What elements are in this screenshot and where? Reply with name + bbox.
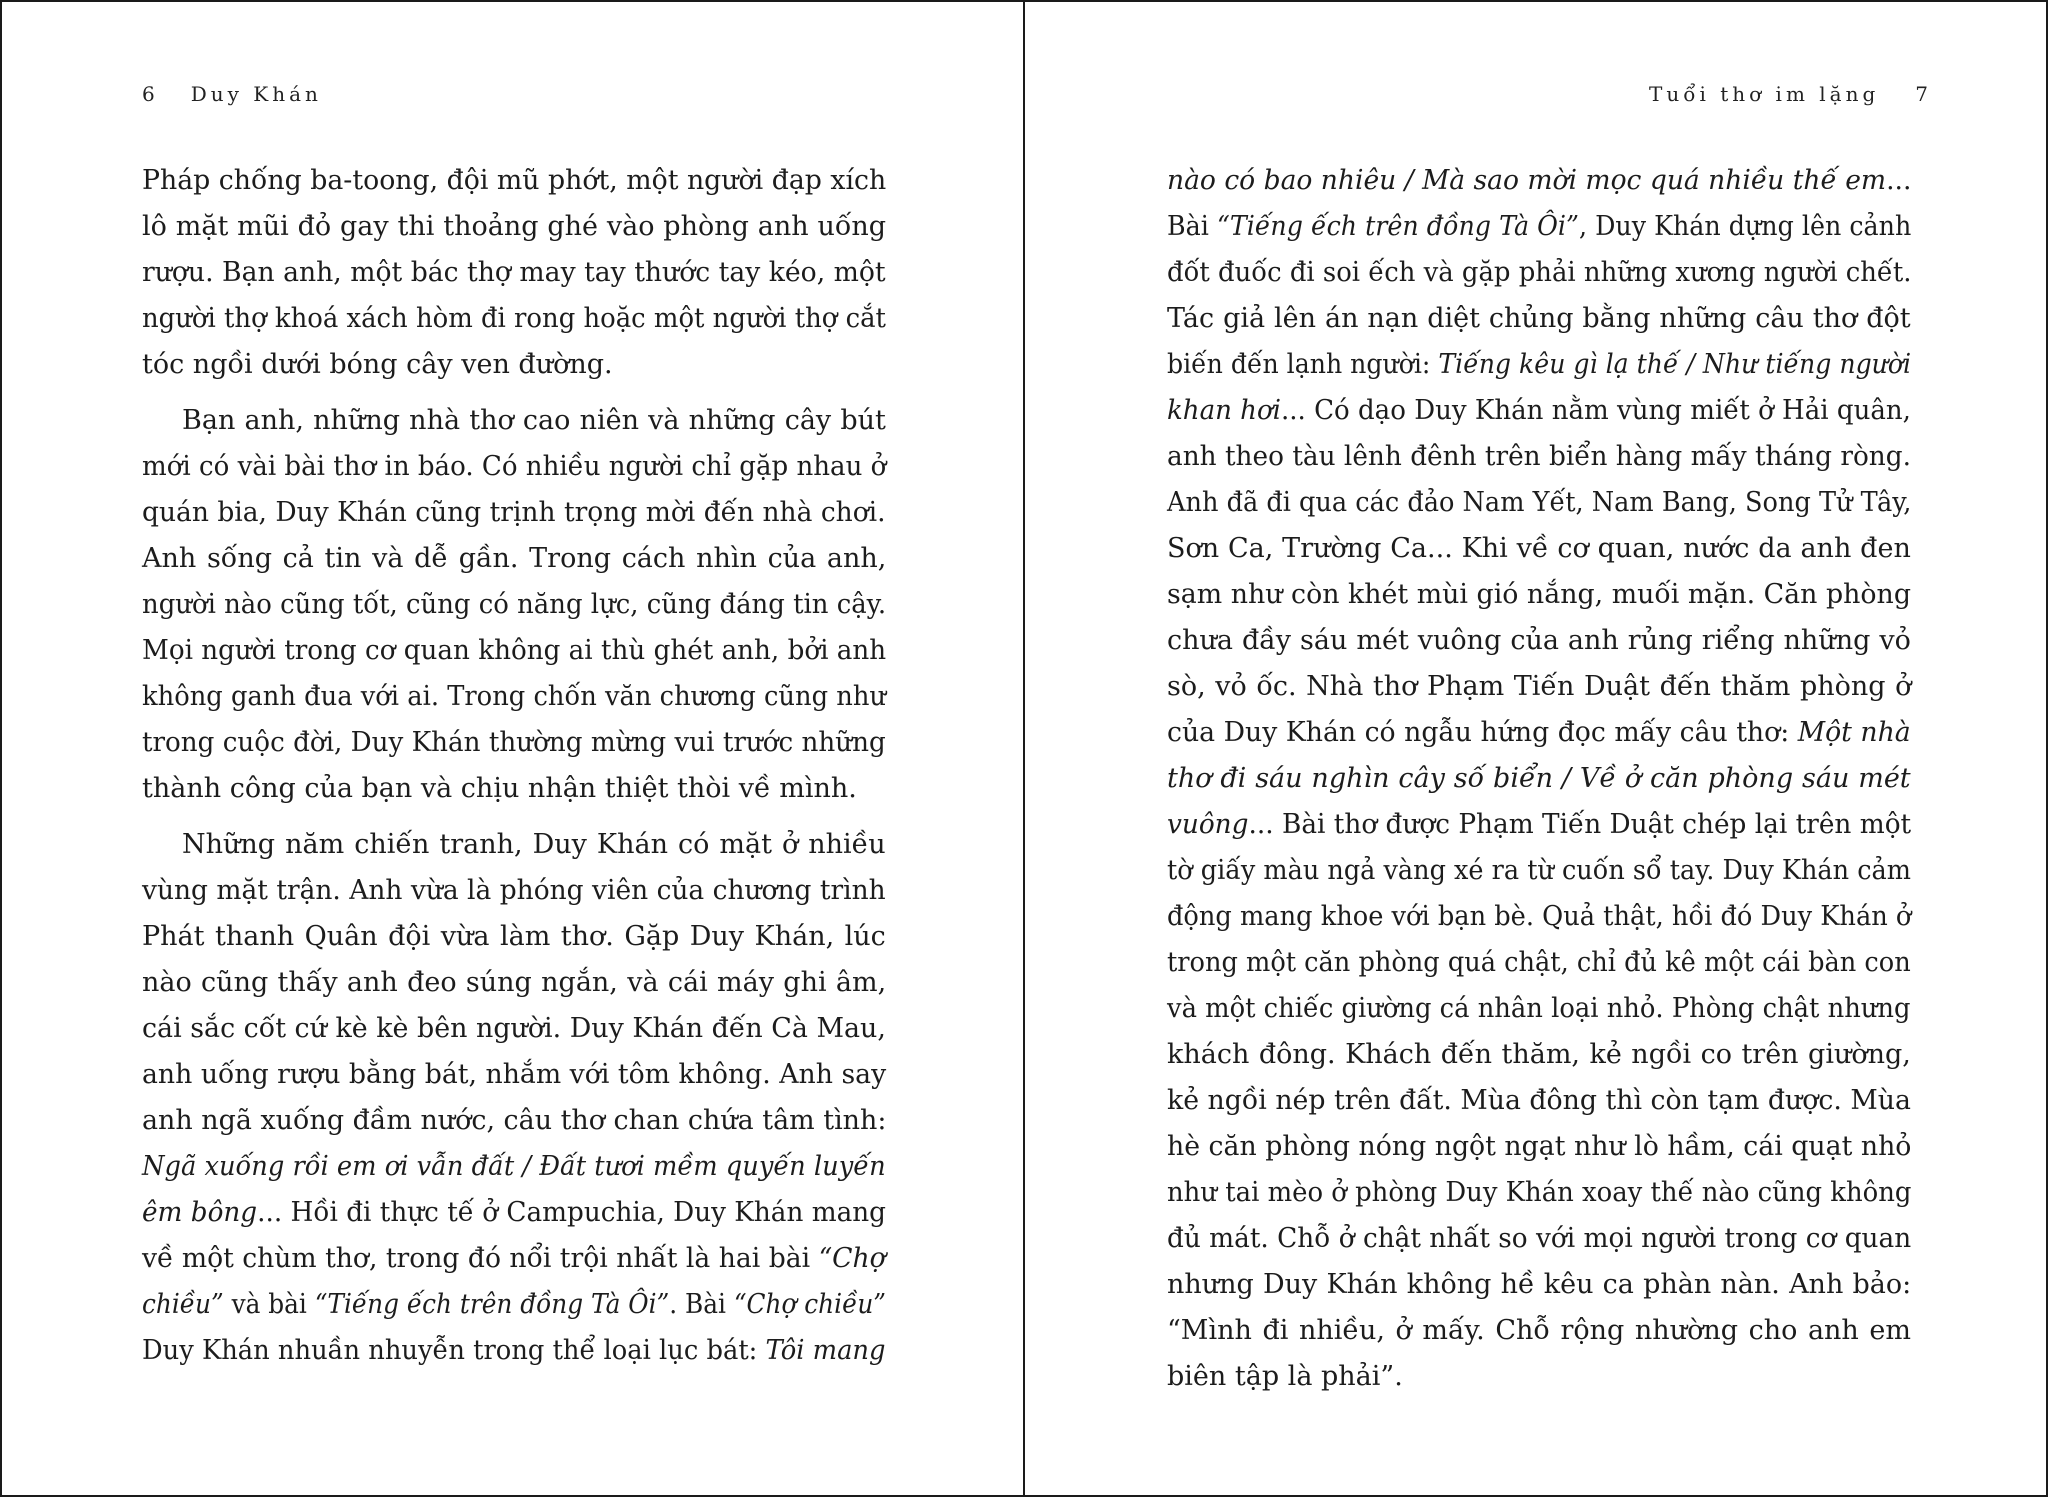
text-line: cái sắc cốt cứ kè kè bên người. Duy Khán đến Cà Mau, (142, 1013, 886, 1044)
text-line: lô mặt mũi đỏ gay thi thoảng ghé vào phòng anh uống (142, 211, 887, 242)
text-line: như tai mèo ở phòng Duy Khán xoay thế nào cũng không (1167, 1177, 1912, 1208)
text-line: nào có bao nhiêu / Mà sao mời mọc quá nhiều thế em... (1167, 165, 1912, 196)
text-line: khan hơi... Có dạo Duy Khán nằm vùng miết ở Hải quân, (1167, 395, 1911, 426)
text-line: người nào cũng tốt, cũng có năng lực, cũng đáng tin cậy. (142, 589, 887, 620)
text-line: anh ngã xuống đầm nước, câu thơ chan chứa tâm tình: (142, 1105, 887, 1136)
text-line: hè căn phòng nóng ngột ngạt như lò hầm, cái quạt nhỏ (1167, 1131, 1912, 1162)
text-line: Anh đã đi qua các đảo Nam Yết, Nam Bang, Song Tử Tây, (1167, 487, 1912, 518)
left-running-title: Duy Khán (190, 82, 322, 106)
text-line: biến đến lạnh người: Tiếng kêu gì lạ thế / Như tiếng người (1167, 349, 1912, 380)
text-line: vuông... Bài thơ được Phạm Tiến Duật chép lại trên một (1167, 809, 1912, 840)
text-line: thơ đi sáu nghìn cây số biển / Về ở căn phòng sáu mét (1167, 763, 1911, 794)
text-line: vùng mặt trận. Anh vừa là phóng viên của chương trình (142, 875, 886, 906)
right-page (1026, 2, 2048, 1495)
text-line: người thợ khoá xách hòm đi rong hoặc một người thợ cắt (142, 303, 886, 334)
right-running-head (1649, 82, 1928, 106)
text-line: trong một căn phòng quá chật, chỉ đủ kê một cái bàn con (1167, 947, 1911, 978)
text-line: Bài “Tiếng ếch trên đồng Tà Ôi”, Duy Khán dựng lên cảnh (1167, 211, 1912, 242)
text-line: Bạn anh, những nhà thơ cao niên và những cây bút (182, 405, 886, 436)
text-line: “Mình đi nhiều, ở mấy. Chỗ rộng nhường cho anh em (1167, 1315, 1911, 1346)
text-line: kẻ ngồi nép trên đất. Mùa đông thì còn tạm được. Mùa (1167, 1085, 1911, 1116)
text-line: Sơn Ca, Trường Ca... Khi về cơ quan, nước da anh đen (1167, 533, 1911, 564)
text-line: về một chùm thơ, trong đó nổi trội nhất là hai bài “Chợ (142, 1243, 886, 1274)
right-page-number: 7 (1915, 82, 1928, 106)
text-line: nhưng Duy Khán không hề kêu ca phàn nàn. Anh bảo: (1167, 1269, 1912, 1300)
text-line: tờ giấy màu ngả vàng xé ra từ cuốn sổ tay. Duy Khán cảm (1167, 855, 1911, 886)
text-line: Những năm chiến tranh, Duy Khán có mặt ở nhiều (182, 829, 886, 860)
left-body-text (142, 158, 886, 1374)
text-line: Ngã xuống rồi em ơi vẫn đất / Đất tươi mềm quyến luyến (142, 1151, 886, 1182)
text-line: anh uống rượu bằng bát, nhắm với tôm không. Anh say (142, 1059, 887, 1090)
text-line: tóc ngồi dưới bóng cây ven đường. (142, 349, 613, 380)
text-line: Phát thanh Quân đội vừa làm thơ. Gặp Duy Khán, lúc (142, 921, 886, 952)
text-line: chưa đầy sáu mét vuông của anh rủng riểng những vỏ (1167, 625, 1911, 656)
text-line: thành công của bạn và chịu nhận thiệt thòi về mình. (142, 773, 857, 804)
text-line: mới có vài bài thơ in báo. Có nhiều người chỉ gặp nhau ở (142, 451, 887, 482)
text-line: đốt đuốc đi soi ếch và gặp phải những xương người chết. (1167, 257, 1912, 288)
text-line: khách đông. Khách đến thăm, kẻ ngồi co trên giường, (1167, 1039, 1911, 1070)
left-running-head (142, 82, 322, 106)
text-line: chiều” và bài “Tiếng ếch trên đồng Tà Ôi”. Bài “Chợ chiều” (142, 1289, 886, 1320)
text-line: êm bông... Hồi đi thực tế ở Campuchia, Duy Khán mang (142, 1197, 887, 1228)
text-line: Anh sống cả tin và dễ gần. Trong cách nhìn của anh, (142, 543, 887, 574)
text-line: nào cũng thấy anh đeo súng ngắn, và cái máy ghi âm, (142, 967, 887, 998)
text-line: không ganh đua với ai. Trong chốn văn chương cũng như (142, 681, 887, 712)
text-line: Tác giả lên án nạn diệt chủng bằng những câu thơ đột (1167, 303, 1911, 334)
text-line: trong cuộc đời, Duy Khán thường mừng vui trước những (142, 727, 886, 758)
page-divider (1023, 2, 1025, 1495)
left-page-number: 6 (142, 82, 155, 106)
text-line: sò, vỏ ốc. Nhà thơ Phạm Tiến Duật đến thăm phòng ở (1167, 671, 1912, 702)
right-running-title: Tuổi thơ im lặng (1649, 82, 1880, 106)
text-line: và một chiếc giường cá nhân loại nhỏ. Phòng chật nhưng (1167, 993, 1911, 1024)
text-line: anh theo tàu lênh đênh trên biển hàng mấy tháng ròng. (1167, 441, 1911, 472)
text-line: đủ mát. Chỗ ở chật nhất so với mọi người trong cơ quan (1167, 1223, 1912, 1254)
text-line: Mọi người trong cơ quan không ai thù ghét anh, bởi anh (142, 635, 887, 666)
text-line: quán bia, Duy Khán cũng trịnh trọng mời đến nhà chơi. (142, 497, 886, 528)
text-line: Duy Khán nhuần nhuyễn trong thể loại lục bát: Tôi mang (142, 1335, 886, 1366)
text-line: động mang khoe với bạn bè. Quả thật, hồi đó Duy Khán ở (1167, 901, 1912, 932)
left-page (2, 2, 1024, 1495)
text-line: của Duy Khán có ngẫu hứng đọc mấy câu thơ: Một nhà (1167, 717, 1911, 748)
text-line: rượu. Bạn anh, một bác thợ may tay thước tay kéo, một (142, 257, 886, 288)
text-line: Pháp chống ba-toong, đội mũ phớt, một người đạp xích (142, 165, 887, 196)
right-body-text (1167, 158, 1911, 1400)
text-line: biên tập là phải”. (1167, 1361, 1403, 1392)
text-line: sạm như còn khét mùi gió nắng, muối mặn. Căn phòng (1167, 579, 1911, 610)
